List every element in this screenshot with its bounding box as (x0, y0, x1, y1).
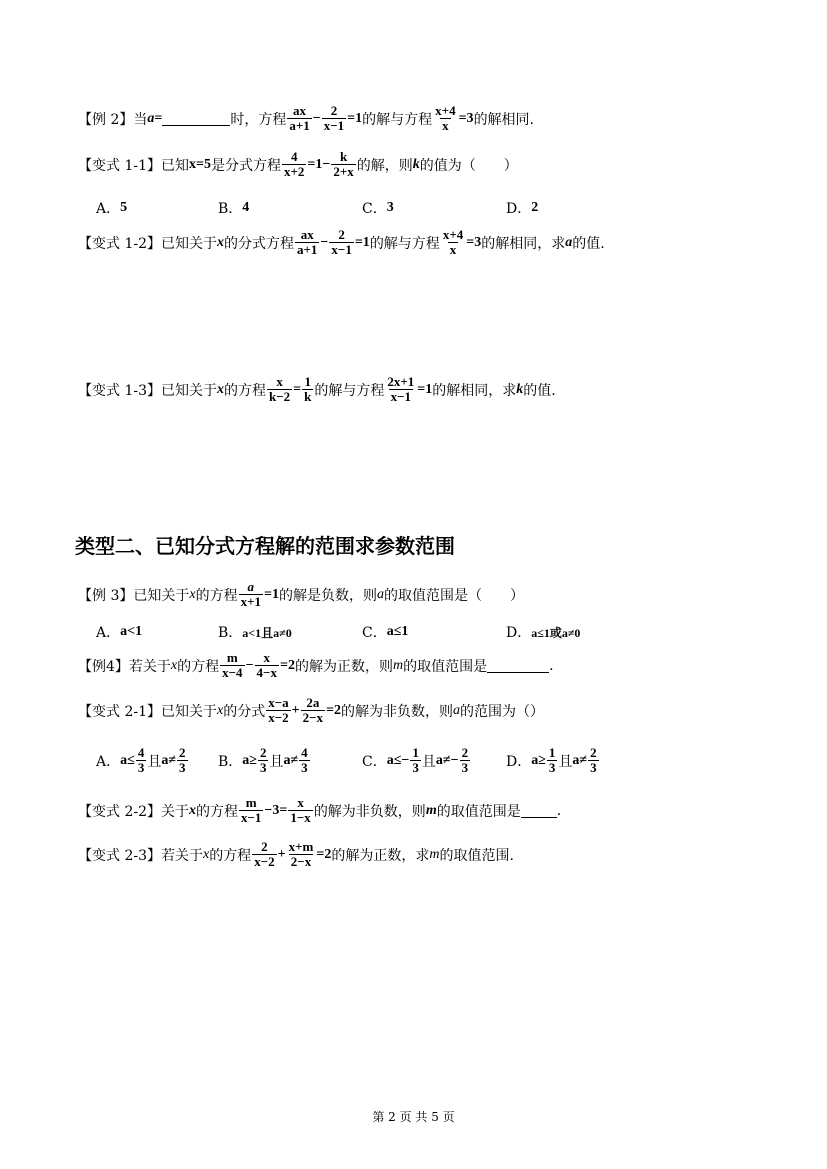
fraction: $\frac{2}{x-1}$ (331, 227, 352, 257)
option-c[interactable]: C． 3 (362, 200, 394, 217)
variant-1-2: 【变式 1-2】 已知关于 x 的分式方程 $\frac{ax}{a+1}$ − $\frac{2}{x-1}$ =1 的解与方程 $\frac{x+4}{x}$ =3 的解相同，求 a 的值. (78, 227, 605, 257)
variant-2-3: 【变式 2-3】 若关于 x 的方程 $\frac{2}{x-2}$ + $\frac{x+m}{2-x}$ =2 的解为正数，求 m 的取值范围. (78, 839, 514, 869)
fraction: $\frac{x-a}{x-2}$ (268, 695, 289, 725)
tag: 【变式 2-1】 (78, 703, 161, 720)
fraction: $\frac{4}{x+2}$ (283, 149, 305, 179)
fraction: $\frac{x+m}{2-x}$ (288, 839, 314, 869)
fraction: $\frac{x}{k-2}$ (269, 374, 291, 404)
fraction: $\frac{2}{x-2}$ (254, 839, 275, 869)
answer-blank[interactable] (521, 803, 557, 818)
option-b[interactable]: B． a≥ $\frac{2}{3}$ 且 a≠ $\frac{4}{3}$ (218, 745, 308, 775)
variant-1-3: 【变式 1-3】 已知关于 x 的方程 $\frac{x}{k-2}$ = $\frac{1}{k}$ 的解与方程 $\frac{2x+1}{x-1}$ =1 的解相同，求 k 的值. (78, 374, 556, 404)
fraction: $\frac{2}{x-1}$ (323, 103, 345, 133)
option-d[interactable]: D． a≤1或a≠0 (506, 625, 581, 641)
fraction: $\frac{x+4}{x}$ (435, 103, 456, 133)
fraction: $\frac{1}{k}$ (304, 374, 312, 404)
fraction: $\frac{x}{4-x}$ (256, 650, 277, 680)
option-c[interactable]: C． a≤1 (362, 624, 409, 641)
option-d[interactable]: D． 2 (506, 200, 539, 217)
fraction: $\frac{x}{1-x}$ (290, 795, 311, 825)
answer-blank[interactable] (162, 111, 230, 126)
fraction: $\frac{2a}{2-x}$ (302, 695, 324, 725)
option-a[interactable]: A． 5 (96, 200, 128, 217)
answer-blank[interactable] (487, 658, 549, 673)
tag: 【变式 1-2】 (78, 235, 161, 252)
example-4: 【例4】 若关于 x 的方程 $\frac{m}{x-4}$ − $\frac{x}{4-x}$ =2 的解为正数，则 m 的取值范围是 . (78, 650, 554, 680)
option-b[interactable]: B． 4 (218, 200, 250, 217)
tag: 【变式 1-1】 (78, 157, 161, 174)
tag: 【变式 2-3】 (78, 847, 161, 864)
variant-2-1: 【变式 2-1】 已知关于 x 的分式 $\frac{x-a}{x-2}$ + $\frac{2a}{2-x}$ =2 的解为非负数，则 a 的范围为（） (78, 695, 545, 725)
option-d[interactable]: D． a≥ $\frac{1}{3}$ 且 a≠ $\frac{2}{3}$ (506, 745, 597, 775)
section-title: 类型二、已知分式方程解的范围求参数范围 (75, 534, 455, 558)
fraction: $\frac{a}{x+1}$ (240, 579, 261, 609)
tag: 【变式 1-3】 (78, 382, 161, 399)
fraction: $\frac{m}{x-1}$ (241, 795, 262, 825)
tag: 【例 3】 (78, 587, 134, 604)
fraction: $\frac{2x+1}{x-1}$ (387, 374, 415, 404)
fraction: $\frac{k}{2+x}$ (333, 149, 354, 179)
example-2: 【例 2】 当 a = 时，方程 $\frac{ax}{a+1}$ − $\frac{2}{x-1}$ =1 的解与方程 $\frac{x+4}{x}$ =3 的解相同. (78, 103, 535, 133)
variant-2-2: 【变式 2-2】 关于 x 的方程 $\frac{m}{x-1}$ −3= $\frac{x}{1-x}$ 的解为非负数，则 m 的取值范围是 . (78, 795, 562, 825)
fraction: $\frac{ax}{a+1}$ (289, 103, 310, 133)
fraction: $\frac{x+4}{x}$ (442, 227, 464, 257)
option-b[interactable]: B． a<1且a≠0 (218, 625, 292, 641)
variant-1-1: 【变式 1-1】 已知 x=5 是分式方程 $\frac{4}{x+2}$ =1− $\frac{k}{2+x}$ 的解，则 k 的值为（ ） (78, 149, 518, 179)
tag: 【例4】 (78, 658, 129, 675)
example-3: 【例 3】 已知关于 x 的方程 $\frac{a}{x+1}$ =1 的解是负数，则 a 的取值范围是（ ） (78, 579, 524, 609)
option-a[interactable]: A． a≤ $\frac{4}{3}$ 且 a≠ $\frac{2}{3}$ (96, 745, 186, 775)
option-c[interactable]: C． a≤− $\frac{1}{3}$ 且 a≠− $\frac{2}{3}$ (362, 745, 469, 775)
option-a[interactable]: A． a<1 (96, 624, 143, 641)
fraction: $\frac{m}{x-4}$ (222, 650, 243, 680)
tag: 【变式 2-2】 (78, 803, 161, 820)
tag: 【例 2】 (78, 111, 134, 128)
fraction: $\frac{ax}{a+1}$ (297, 227, 318, 257)
page-footer: 第 2 页 共 5 页 (372, 1110, 455, 1124)
